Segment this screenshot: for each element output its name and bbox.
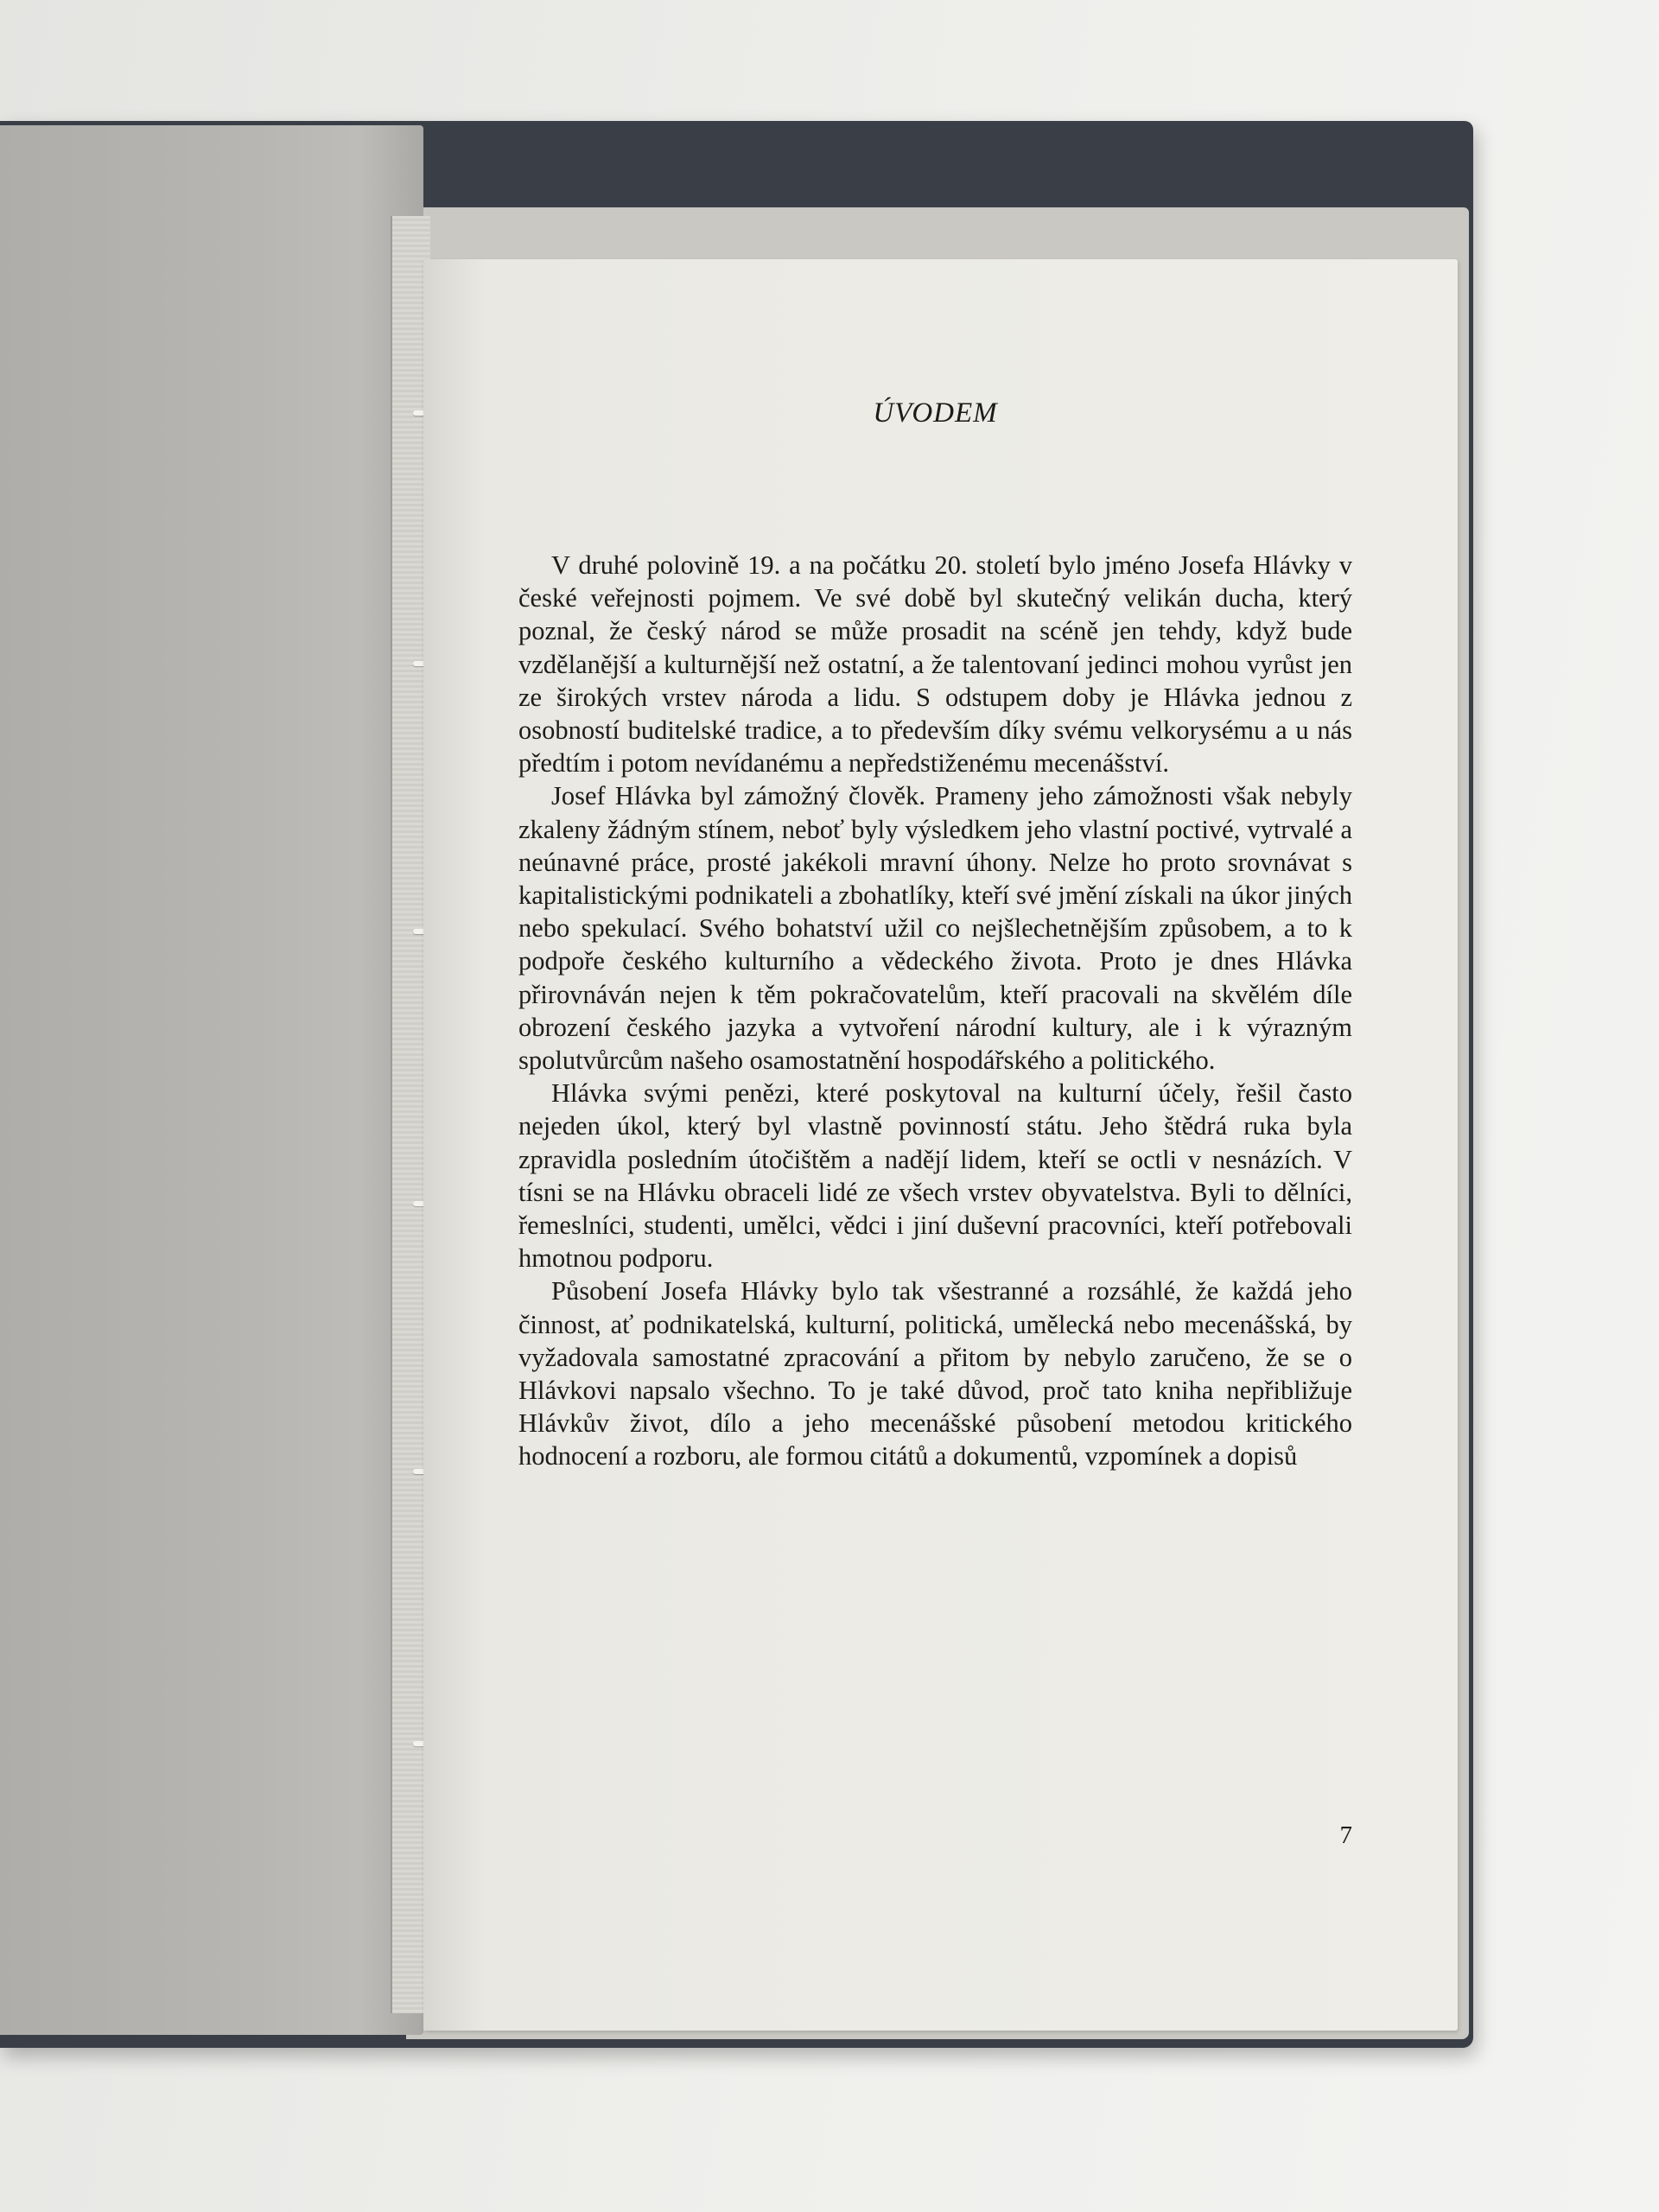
paragraph: Působení Josefa Hlávky bylo tak všestranné a rozsáhlé, že každá jeho činnost, ať podnikatelská, kulturní, politická, umělecká nebo mecenášská, by vyžadovala samostatné zpracování a přitom by nebylo zaručeno, že se o Hlávkovi napsalo všechno. To je také důvod, proč tato kniha nepřibližuje Hlávkův život, dílo a jeho mecenášské působení metodou kritického hodnocení a rozboru, ale formou citátů a dokumentů, vzpomínek a dopisů <box>518 1276 1352 1471</box>
paragraph: V druhé polovině 19. a na počátku 20. století bylo jméno Josefa Hlávky v české veřejnosti pojmem. Ve své době byl skutečný velikán ducha, který poznal, že český národ se může prosadit na scéně jen tehdy, když bude vzdělanější a kulturnější než ostatní, a že talentovaní jedinci mohou vyrůst jen ze širokých vrstev národa a lidu. S odstupem doby je Hlávka jednou z osobností buditelské tradice, a to především díky svému velkorysému a u nás předtím i potom nevídanému a nepředstiženému mecenášství. <box>518 550 1352 779</box>
paragraph: Hlávka svými penězi, které poskytoval na kulturní účely, řešil často nejeden úkol, který byl vlastně povinností státu. Jeho štědrá ruka byla zpravidla posledním útočištěm a nadějí lidem, kteří se octli v nesnázích. V tísni se na Hlávku obraceli lidé ze všech vrstev obyvatelstva. Byli to dělníci, řemeslníci, studenti, umělci, vědci i jiní duševní pracovníci, kteří potřebovali hmotnou podporu. <box>518 1078 1352 1274</box>
page-number: 7 <box>1339 1821 1352 1849</box>
left-page <box>0 125 423 2035</box>
chapter-heading: ÚVODEM <box>873 397 998 429</box>
paragraph: Josef Hlávka byl zámožný člověk. Prameny jeho zámožnosti však nebyly zkaleny žádným stínem, neboť byly výsledkem jeho vlastní poctivé, vytrvalé a neúnavné práce, prosté jakékoli mravní úhony. Nelze ho proto srovnávat s kapitalistickými podnikateli a zbohatlíky, kteří své jmění získali na úkor jiných nebo spekulací. Svého bohatství užil co nejšlechetnějším způsobem, a to k podpoře českého kulturního a vědeckého života. Proto je dnes Hlávka přirovnáván nejen k těm pokračovatelům, kteří pracovali na skvělém díle obrození českého jazyka a vytvoření národní kultury, ale i k výrazným spolutvůrcům našeho osamostatnění hospodářského a politického. <box>518 781 1352 1076</box>
right-page <box>423 259 1458 2031</box>
body-text <box>518 549 1352 1473</box>
